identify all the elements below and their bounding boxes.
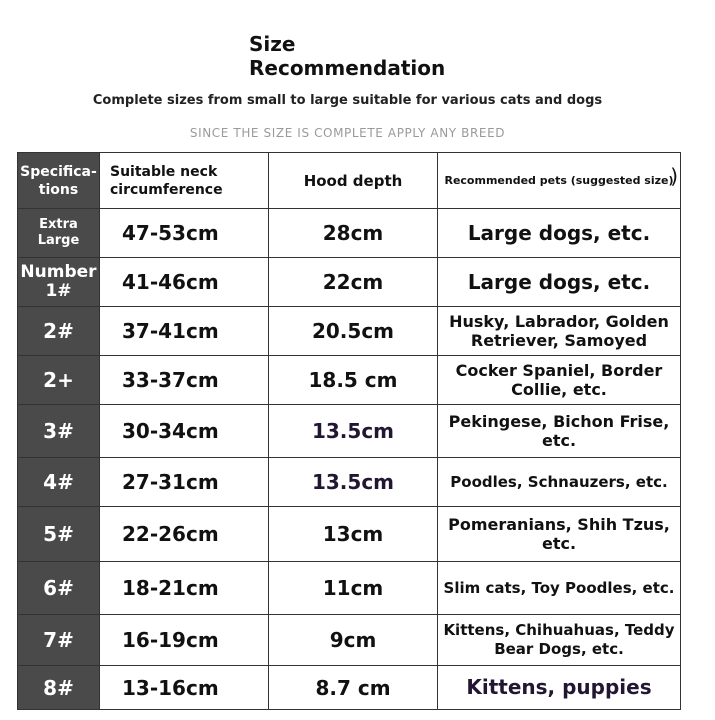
hood-cell: 13.5cm [269,405,438,458]
neck-cell: 47-53cm [100,209,269,258]
neck-cell: 27-31cm [100,458,269,507]
pets-cell: Cocker Spaniel, Border Collie, etc. [438,356,681,405]
spec-cell: 5# [18,507,100,562]
neck-cell: 18-21cm [100,562,269,615]
pets-cell: Slim cats, Toy Poodles, etc. [438,562,681,615]
pets-cell: Kittens, Chihuahuas, Teddy Bear Dogs, etc. [438,615,681,666]
hood-cell: 11cm [269,562,438,615]
spec-cell: 4# [18,458,100,507]
size-table [17,152,681,710]
hood-cell: 20.5cm [269,307,438,356]
spec-line-1: Extra [39,217,78,232]
header-neck-line-1: Suitable neck [110,163,218,180]
pets-cell: Large dogs, etc. [438,209,681,258]
spec-cell: 8# [18,666,100,710]
spec-cell: 3# [18,405,100,458]
neck-cell: 13-16cm [100,666,269,710]
spec-cell [18,258,100,307]
header-specifications [18,153,100,209]
header-pets-label: Recommended pets (suggested size) [444,174,674,187]
hood-cell: 22cm [269,258,438,307]
table-row [18,666,681,710]
pets-cell: Kittens, puppies [438,666,681,710]
page-subtitle: Complete sizes from small to large suitable for various cats and dogs [92,93,603,108]
neck-cell: 30-34cm [100,405,269,458]
table-row [18,615,681,666]
pets-cell: Pekingese, Bichon Frise, etc. [438,405,681,458]
header-spec-line-1: Specifica- [20,163,97,180]
neck-cell: 37-41cm [100,307,269,356]
table-row [18,258,681,307]
table-row [18,405,681,458]
header-hood-depth: Hood depth [269,153,438,209]
pets-cell: Husky, Labrador, Golden Retriever, Samoyed [438,307,681,356]
spec-cell: 2+ [18,356,100,405]
hood-cell: 28cm [269,209,438,258]
pets-cell: Pomeranians, Shih Tzus, etc. [438,507,681,562]
neck-cell: 22-26cm [100,507,269,562]
title-line-2: Recommendation [249,56,446,80]
spec-line-2: 1# [45,281,72,301]
pets-cell: Poodles, Schnauzers, etc. [438,458,681,507]
tagline: SINCE THE SIZE IS COMPLETE APPLY ANY BREED [189,126,506,140]
table-row [18,507,681,562]
hood-cell: 13cm [269,507,438,562]
table-row [18,458,681,507]
spec-cell [18,209,100,258]
table-header-row [18,153,681,209]
spec-line-1: Number [20,262,97,282]
pets-cell: Large dogs, etc. [438,258,681,307]
spec-cell: 6# [18,562,100,615]
spec-cell: 7# [18,615,100,666]
hood-cell: 8.7 cm [269,666,438,710]
spec-line-2: Large [37,233,80,248]
neck-cell: 41-46cm [100,258,269,307]
hood-cell: 13.5cm [269,458,438,507]
table-row [18,562,681,615]
page-title [249,32,445,80]
hood-cell: 18.5 cm [269,356,438,405]
header-neck-circumference [100,153,269,209]
header-neck-line-2: circumference [110,181,223,198]
header-recommended-pets [438,153,681,209]
table-row [18,209,681,258]
spec-cell: 2# [18,307,100,356]
table-row [18,307,681,356]
header-paren: ) [670,164,678,188]
title-line-1: Size [249,32,296,56]
table-row [18,356,681,405]
neck-cell: 33-37cm [100,356,269,405]
hood-cell: 9cm [269,615,438,666]
neck-cell: 16-19cm [100,615,269,666]
header-spec-line-2: tions [38,181,79,198]
